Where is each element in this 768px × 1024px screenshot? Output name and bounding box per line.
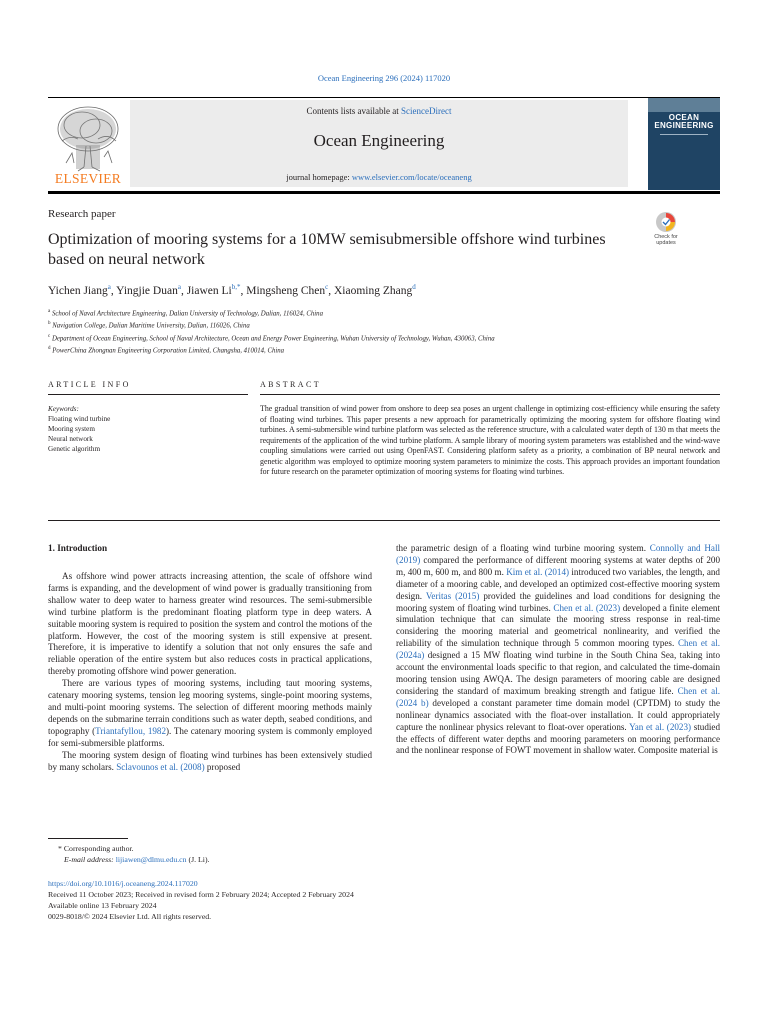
- affiliation-text: School of Naval Architecture Engineering, Dalian University of Technology, Dalian, 116024, China: [51, 310, 323, 318]
- text-run: studied the effects of different water depths and mooring parameters on mooring performance and the nonlinear response of FOWT movement in shallow water. Composite material is: [396, 721, 721, 756]
- text-run: introduced two variables, the length, and diameter of a mooring cable, and developed an optimized cost-effective mooring system design.: [396, 566, 720, 601]
- text-run: developed a finite element simulation technique that can simulate the mooring stress response in real-time considering the mooring material and geometrical nonlinearity, and verified the reliability of the simulation technique through 5 common mooring types.: [396, 602, 720, 649]
- email-suffix: (J. Li).: [186, 855, 210, 864]
- journal-cover-band: [648, 98, 720, 112]
- elsevier-wordmark: ELSEVIER: [54, 171, 122, 186]
- keywords-label: Keywords:: [48, 405, 79, 413]
- cover-divider: [660, 134, 708, 135]
- front-matter-end-rule: [48, 520, 720, 521]
- body-column-left: [48, 571, 372, 773]
- keywords-block: [48, 404, 248, 454]
- citation-link[interactable]: Sclavounos et al. (2008): [116, 761, 205, 772]
- affiliation-text: PowerChina Zhongnan Engineering Corporation Limited, Changsha, 410014, China: [52, 347, 285, 355]
- header-bottom-rule: [48, 191, 720, 194]
- body-paragraph: [48, 678, 372, 749]
- abstract-heading: ABSTRACT: [260, 380, 321, 389]
- affiliation-key: d: [48, 345, 51, 351]
- affiliation: [48, 307, 720, 319]
- affiliation: [48, 332, 720, 344]
- citation-link[interactable]: Kim et al. (2014): [506, 566, 570, 577]
- citation-link[interactable]: Chen et al. (2023): [553, 602, 621, 613]
- check-for-updates-badge[interactable]: [648, 210, 684, 246]
- homepage-prefix: journal homepage:: [286, 172, 352, 182]
- author[interactable]: [334, 285, 416, 297]
- homepage-line: [130, 172, 628, 182]
- abstract-rule: [260, 394, 720, 395]
- citation-link[interactable]: Yan et al. (2023): [629, 721, 692, 732]
- text-run: designed a 15 MW floating wind turbine in the South China Sea, taking into account the environmental loads specific to that region, and calculated the time-domain mooring tension using AWQA. The design parameters of mooring cable are designed considering the standard of maximum breaking strength and fatigue life.: [396, 650, 720, 696]
- check-for-updates-icon: [648, 210, 684, 234]
- author[interactable]: [48, 285, 111, 297]
- text-run: provided the guidelines and load conditions for designing the mooring system of floating wind turbines.: [396, 590, 720, 613]
- author[interactable]: [187, 285, 241, 297]
- author[interactable]: [116, 285, 181, 297]
- email-label: E-mail address:: [64, 855, 116, 864]
- journal-reference[interactable]: Ocean Engineering 296 (2024) 117020: [317, 73, 451, 83]
- journal-cover-title: [648, 114, 720, 130]
- author[interactable]: [246, 285, 328, 297]
- email-link[interactable]: lijiawen@dlmu.edu.cn: [115, 855, 187, 864]
- text-run: the parametric design of a floating wind turbine mooring system.: [396, 543, 650, 553]
- cover-title-line1: OCEAN: [668, 113, 700, 122]
- contents-prefix: Contents lists available at: [306, 106, 401, 116]
- article-info-rule: [48, 394, 248, 395]
- sciencedirect-link[interactable]: ScienceDirect: [401, 106, 452, 116]
- affiliation: [48, 344, 720, 356]
- check-updates-line2: updates: [656, 240, 676, 246]
- author-name: Mingsheng Chen: [246, 284, 326, 297]
- article-title: Optimization of mooring systems for a 10MW semisubmersible offshore wind turbines based on neural network: [48, 231, 606, 268]
- citation-link[interactable]: Triantafyllou, 1982: [95, 725, 167, 736]
- affiliation-key: c: [48, 333, 51, 339]
- email-line: [48, 854, 209, 865]
- received-dates: Received 11 October 2023; Received in revised form 2 February 2024; Accepted 2 February 2024: [48, 890, 354, 899]
- author-affiliation-link[interactable]: b,*: [231, 283, 241, 291]
- author-affiliation-link[interactable]: c: [325, 283, 329, 291]
- keyword: Genetic algorithm: [48, 445, 101, 453]
- citation-link[interactable]: Chen et al. (2024a): [396, 638, 720, 661]
- cover-title-line2: ENGINEERING: [654, 121, 714, 130]
- text-run: The mooring system design of floating wind turbines has been extensively studied by many scholars.: [48, 749, 372, 772]
- footnote-rule: [48, 838, 128, 839]
- doi-link[interactable]: https://doi.org/10.1016/j.oceaneng.2024.117020: [48, 879, 198, 888]
- contents-line: [130, 106, 628, 116]
- affiliation: [48, 319, 720, 331]
- check-updates-line1: Check for: [654, 234, 678, 240]
- text-run: There are various types of mooring systems, including taut mooring systems, catenary mooring systems, tension leg mooring systems, single-point mooring systems, and multi-point mooring systems. The selection of different mooring methods mainly depends on the submarine terrain conditions such as water depth, seabed conditions, and topography (: [48, 678, 372, 736]
- keyword: Floating wind turbine: [48, 415, 111, 423]
- author-affiliation-link[interactable]: a: [177, 283, 181, 291]
- affiliation-text: Navigation College, Dalian Maritime University, Dalian, 116026, China: [52, 322, 250, 330]
- text-run: ). The catenary mooring system is commonly employed for semi-submersible platforms.: [48, 725, 372, 748]
- body-paragraph: As offshore wind power attracts increasing attention, the scale of offshore wind farms is expanding, and the development of wind power is gradually transitioning from shallow water to deep water to harness greater wind resources. The semi-submersible wind turbine platform is the predominant floating platform type in deep waters. A suitable mooring system is required to position the system and control the motions of the platform. However, the cost of the mooring system is still expensive at present. Therefore, it is imperative to identify a solution that not only ensures the safe and reliable operation of the entire system but also reduces costs in practical applications, thereby promoting offshore wind power generation.: [48, 571, 372, 677]
- journal-homepage-link[interactable]: www.elsevier.com/locate/oceaneng: [351, 172, 472, 182]
- citation-link[interactable]: Connolly and Hall (2019): [396, 543, 721, 565]
- article-info-heading: ARTICLE INFO: [48, 380, 131, 389]
- journal-name: Ocean Engineering: [313, 131, 445, 150]
- article-history: [48, 878, 354, 922]
- author-name: Xiaoming Zhang: [333, 284, 413, 297]
- affiliation-text: Department of Ocean Engineering, School of Naval Architecture, Ocean and Energy Power Engineering, Wuhan University of Technology, Wuhan, 430063, China: [51, 334, 495, 342]
- keyword: Mooring system: [48, 425, 95, 433]
- author-affiliation-link[interactable]: d: [412, 283, 416, 291]
- body-paragraph: [396, 543, 720, 757]
- citation-link[interactable]: Chen et al. (2024 b): [396, 685, 720, 708]
- keyword: Neural network: [48, 435, 93, 443]
- author-name: Yingjie Duan: [116, 284, 178, 297]
- header-top-rule: [48, 97, 720, 98]
- author-affiliation-link[interactable]: a: [107, 283, 111, 291]
- article-type: Research paper: [48, 208, 116, 220]
- corresponding-author-footnote: [48, 843, 209, 865]
- abstract-text: The gradual transition of wind power from onshore to deep sea poses an urgent challenge in optimizing cost-efficiency while ensuring the safety of floating wind turbines. This paper presents a new approach for parametrically optimizing the mooring system for offshore floating wind turbines. A semi-submersible wind turbine platform was selected as the reference structure, with a calculated water depth of 130 m that meets the requirements of the application of the wind turbine platform. A sample library of mooring system parameters was established and the wind-wave coupling simulations were carried out using OpenFAST. Considering platform safety as a priority, a combination of BP neural network and genetic algorithm was employed to optimize mooring system parameters to minimize the costs. This approach provides an important foundation for future research on the parameter optimization of mooring systems for floating wind turbines.: [260, 404, 720, 476]
- affiliation-list: [48, 307, 720, 356]
- affiliation-key: a: [48, 309, 51, 314]
- affiliation-key: b: [48, 321, 51, 327]
- citation-link[interactable]: Veritas (2015): [425, 590, 480, 601]
- copyright-line: 0029-8018/© 2024 Elsevier Ltd. All rights reserved.: [48, 912, 212, 921]
- author-name: Yichen Jiang: [48, 284, 108, 297]
- body-column-right: [396, 543, 720, 757]
- author-list: Yichen Jiang$^a$, Yingjie Duan$^a$, Jiawen $Li^{b,*}$, Mingsheng Chen$^c$, Xiaoming Zhang$^d$: [48, 283, 416, 297]
- section-heading-introduction: 1. Introduction: [48, 543, 108, 553]
- body-paragraph: [48, 750, 372, 774]
- available-online: Available online 13 February 2024: [48, 901, 157, 910]
- text-run: compared the performance of different mooring systems at water depths of 200 m, 400 m, 600 m, and 800 m.: [396, 554, 720, 577]
- corresponding-author-note: * Corresponding author.: [58, 844, 134, 853]
- author-name: Jiawen Li: [186, 284, 232, 297]
- text-run: developed a constant parameter time domain model (CPTDM) to study the nonlinear dynamics associated with the float-over installation. It could appropriately capture the nonlinear physics relevant to float-over operations.: [396, 697, 720, 732]
- text-run: proposed: [204, 761, 241, 772]
